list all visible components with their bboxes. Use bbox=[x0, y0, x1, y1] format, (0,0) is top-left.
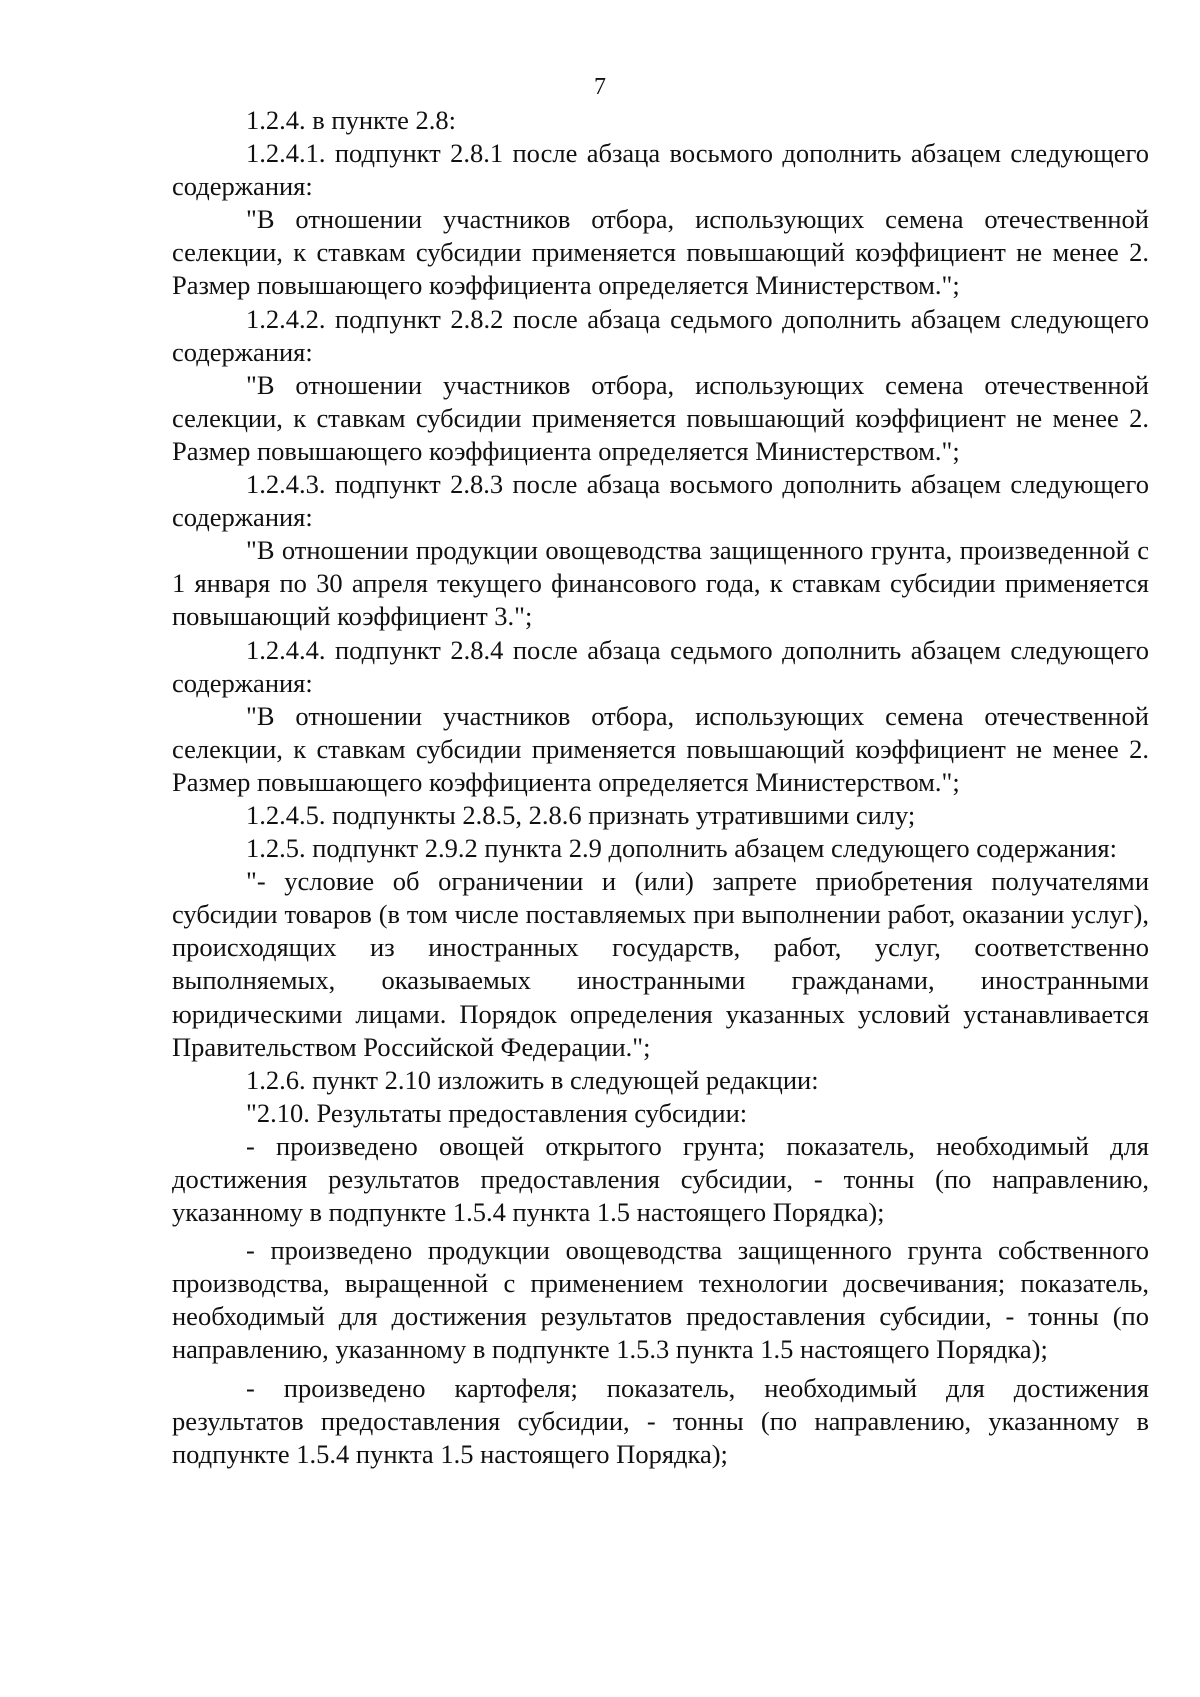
paragraph-1-2-4-2: 1.2.4.2. подпункт 2.8.2 после абзаца седьмого дополнить абзацем следующего содержания: bbox=[172, 303, 1149, 367]
paragraph-quote-2-8-3: "В отношении продукции овощеводства защищенного грунта, произведенной с 1 января по 30 апреля текущего финансового года, к ставкам субсидии применяется повышающий коэффициент 3."; bbox=[172, 535, 1149, 632]
paragraph-1-2-6: 1.2.6. пункт 2.10 изложить в следующей редакции: bbox=[246, 1064, 819, 1095]
paragraph-1-2-4-1: 1.2.4.1. подпункт 2.8.1 после абзаца восьмого дополнить абзацем следующего содержания: bbox=[172, 138, 1149, 202]
paragraph-result-open-ground: - произведено овощей открытого грунта; показатель, необходимый для достижения результатов предоставления субсидии, - тонны (по направлению, указанному в подпункте 1.5.4 пункта 1.5 настоящего Порядка); bbox=[172, 1130, 1149, 1228]
paragraph-quote-2-10-heading: "2.10. Результаты предоставления субсидии: bbox=[246, 1097, 748, 1128]
paragraph-result-protected-ground: - произведено продукции овощеводства защищенного грунта собственного производства, выращенной с применением технологии досвечивания; показатель, необходимый для достижения результатов предоставления субсидии, - тонны (по направлению, указанному в подпункте 1.5.3 пункта 1.5 настоящего Порядка); bbox=[172, 1235, 1149, 1365]
paragraph-result-potatoes: - произведено картофеля; показатель, необходимый для достижения результатов предоставления субсидии, - тонны (по направлению, указанному в подпункте 1.5.4 пункта 1.5 настоящего Порядка); bbox=[172, 1372, 1149, 1469]
document-body bbox=[172, 104, 1149, 1471]
paragraph-1-2-4-3: 1.2.4.3. подпункт 2.8.3 после абзаца восьмого дополнить абзацем следующего содержания: bbox=[172, 469, 1149, 533]
paragraph-1-2-5: 1.2.5. подпункт 2.9.2 пункта 2.9 дополнить абзацем следующего содержания: bbox=[246, 833, 1117, 864]
paragraph-1-2-4: 1.2.4. в пункте 2.8: bbox=[246, 105, 456, 135]
paragraph-quote-2-8-1: "В отношении участников отбора, использующих семена отечественной селекции, к ставкам субсидии применяется повышающий коэффициент не менее 2. Размер повышающего коэффициента определяется Министерством."; bbox=[172, 204, 1149, 301]
paragraph-quote-2-9-2: "- условие об ограничении и (или) запрете приобретения получателями субсидии товаров (в том числе поставляемых при выполнении работ, оказании услуг), происходящих из иностранных государств, работ, услуг, соответственно выполняемых, оказываемых иностранными гражданами, иностранными юридическими лицами. Порядок определения указанных условий устанавливается Правительством Российской Федерации."; bbox=[172, 866, 1149, 1062]
paragraph-1-2-4-5: 1.2.4.5. подпункты 2.8.5, 2.8.6 признать утратившими силу; bbox=[246, 799, 916, 830]
paragraph-quote-2-8-4: "В отношении участников отбора, использующих семена отечественной селекции, к ставкам субсидии применяется повышающий коэффициент не менее 2. Размер повышающего коэффициента определяется Министерством."; bbox=[172, 700, 1149, 797]
page-number: 7 bbox=[594, 74, 606, 100]
paragraph-1-2-4-4: 1.2.4.4. подпункт 2.8.4 после абзаца седьмого дополнить абзацем следующего содержания: bbox=[172, 634, 1149, 698]
paragraph-quote-2-8-2: "В отношении участников отбора, использующих семена отечественной селекции, к ставкам субсидии применяется повышающий коэффициент не менее 2. Размер повышающего коэффициента определяется Министерством."; bbox=[172, 369, 1149, 466]
